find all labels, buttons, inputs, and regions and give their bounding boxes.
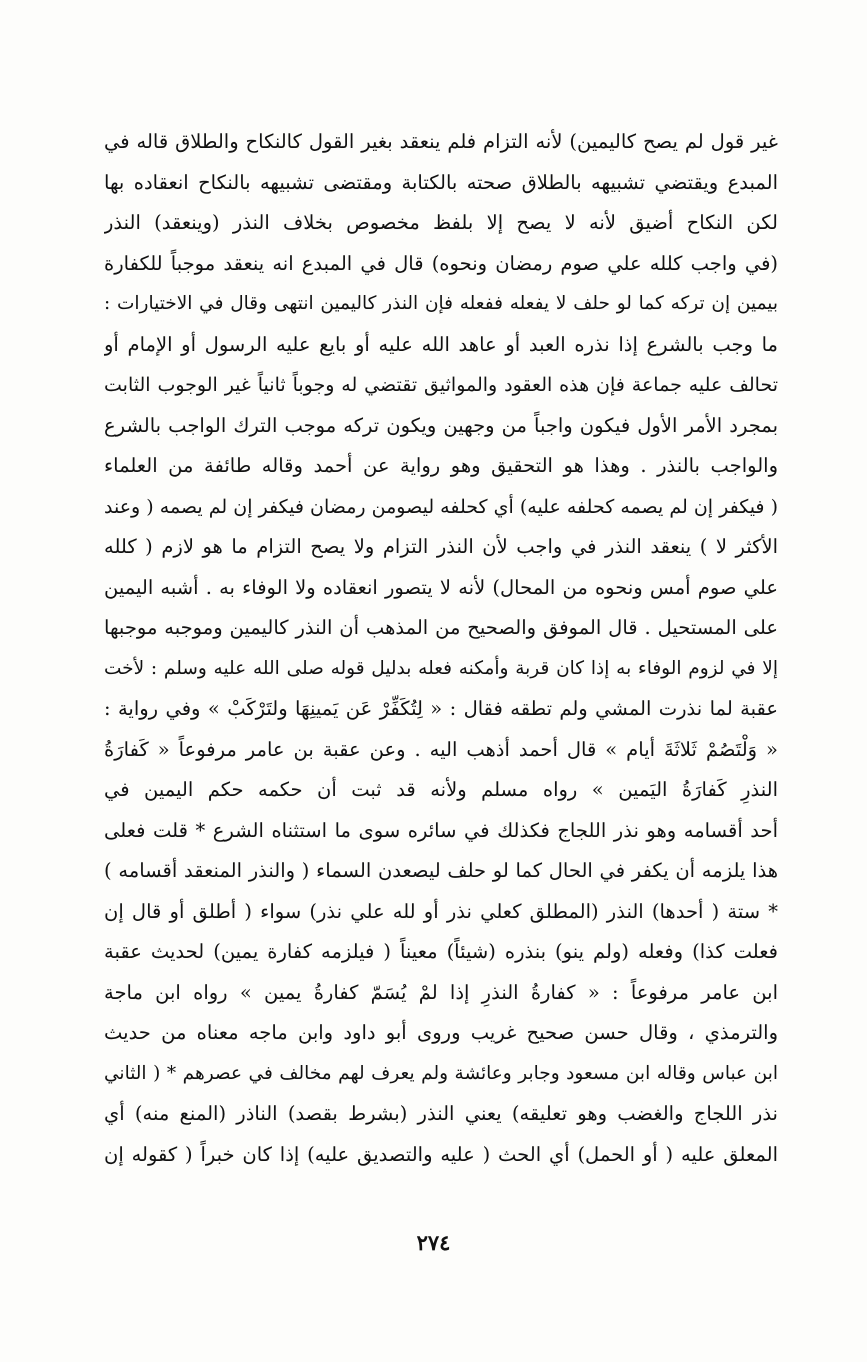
text-line: ما وجب بالشرع إذا نذره العبد أو عاهد الله عليه أو بايع عليه الرسول أو الإمام أو	[104, 332, 778, 356]
text-line: (في واجب كلله علي صوم رمضان ونحوه) قال في المبدع انه ينعقد موجباً للكفارة	[104, 251, 778, 275]
text-line: الأكثر لا ) ينعقد النذر في واجب لأن النذر التزام ولا يصح التزام ما هو لازم ( كلله	[104, 535, 778, 558]
text-line: * ستة ( أحدها) النذر (المطلق كعلي نذر أو لله علي نذر) سواء ( أطلق أو قال إن	[104, 899, 778, 923]
text-line: والواجب بالنذر . وهذا هو التحقيق وهو رواية عن أحمد وقاله طائفة من العلماء	[104, 454, 778, 477]
body-text	[104, 122, 778, 1175]
text-line: على المستحيل . قال الموفق والصحيح من المذهب أن النذر كاليمين وموجبه موجبها	[104, 616, 778, 639]
text-line: غير قول لم يصح كاليمين) لأنه التزام فلم ينعقد بغير القول كالنكاح والطلاق قاله في	[104, 130, 778, 153]
text-line: لكن النكاح أضيق لأنه لا يصح إلا بلفظ مخصوص بخلاف النذر (وينعقد) النذر	[104, 211, 778, 234]
text-line: المبدع ويقتضي تشبيهه بالطلاق صحته بالكتابة ومقتضى تشبيهه بالنكاح انعقاده بها	[104, 170, 778, 194]
text-line: ابن عباس وقاله ابن مسعود وجابر وعائشة ولم يعرف لهم مخالف في عصرهم * ( الثاني	[104, 1062, 778, 1084]
text-line: بيمين إن تركه كما لو حلف لا يفعله ففعله فإن النذر كاليمين انتهى وقال في الاختيارات :	[104, 293, 778, 314]
text-line: والترمذي ، وقال حسن صحيح غريب وروى أبو داود وابن ماجه معناه من حديث	[104, 1021, 778, 1044]
text-line: ابن عامر مرفوعاً : « كفارةُ النذرِ إذا لمْ يُسَمّ كفارةُ يمين » رواه ابن ماجة	[104, 980, 778, 1004]
text-line: أحد أقسامه وهو نذر اللجاج فكذلك في سائره سوى ما استثناه الشرع * قلت فعلى	[104, 818, 778, 842]
text-line: تحالف عليه جماعة فإن هذه العقود والمواثيق تقتضي له وجوباً ثانياً غير الوجوب الثابت	[104, 374, 778, 396]
text-line: النذرِ كَفارَةُ اليَمين » رواه مسلم ولأنه قد ثبت أن حكمه حكم اليمين في	[104, 778, 778, 801]
page-number: ٢٧٤	[416, 1230, 451, 1255]
text-line: إلا في لزوم الوفاء به إذا كان قربة وأمكنه فعله بدليل قوله صلى الله عليه وسلم : لأخت	[104, 657, 778, 679]
text-line: فعلت كذا) وفعله (ولم ينو) بنذره (شيئاً) معيناً ( فيلزمه كفارة يمين) لحديث عقبة	[104, 940, 778, 963]
text-line: المعلق عليه ( أو الحمل) أي الحث ( عليه والتصديق عليه) إذا كان خبراً ( كقوله إن	[104, 1142, 778, 1166]
text-line: « وَلْتَصُمْ ثَلاثَةَ أيام » قال أحمد أذهب اليه . وعن عقبة بن عامر مرفوعاً « كَفارَةُ	[104, 737, 778, 761]
text-line: ( فيكفر إن لم يصمه كحلفه عليه) أي كحلفه ليصومن رمضان فيكفر إن لم يصمه ( وعند	[104, 495, 778, 518]
text-line: نذر اللجاج والغضب وهو تعليقه) يعني النذر (بشرط بقصد) الناذر (المنع منه) أي	[104, 1102, 778, 1125]
text-line: هذا يلزمه أن يكفر في الحال كما لو حلف ليصعدن السماء ( والنذر المنعقد أقسامه )	[104, 859, 778, 882]
text-line: علي صوم أمس ونحوه من المحال) لأنه لا يتصور انعقاده ولا الوفاء به . أشبه اليمين	[104, 575, 778, 599]
text-line: عقبة لما نذرت المشي ولم تطقه فقال : « لِتُكَفِّرْ عَن يَمينِهَا ولتَرْكَبْ » وفي رواية :	[104, 697, 778, 720]
text-line: بمجرد الأمر الأول فيكون واجباً من وجهين ويكون تركه موجب الترك الواجب بالشرع	[104, 413, 778, 437]
